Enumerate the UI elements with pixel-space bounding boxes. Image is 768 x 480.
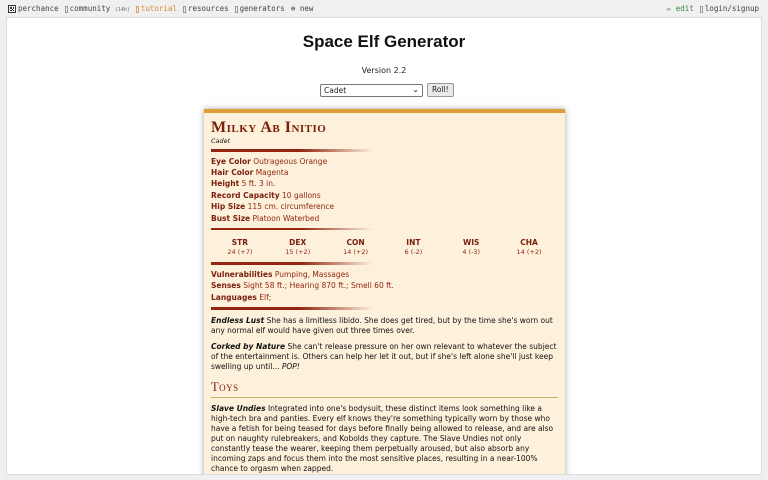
ability-str: STR 24 (+7) <box>227 238 253 257</box>
divider <box>211 149 373 152</box>
version-label: Version 2.2 <box>361 66 407 75</box>
toys-heading: Toys <box>211 380 558 398</box>
controls <box>320 83 454 97</box>
ability-int: INT 6 (-2) <box>404 238 423 257</box>
rank-select-value: Cadet <box>324 85 347 95</box>
property-row: Bust Size Platoon Waterbed <box>211 213 320 223</box>
new-label: new <box>299 4 314 13</box>
ability-dex: DEX 15 (+2) <box>285 238 311 257</box>
top-nav-bar <box>0 0 768 17</box>
divider <box>211 262 373 265</box>
feature-item: Corked by Nature She can't release pressure on her own relevant to whatever the subject of the entertainment is. Others can help her let it out, but if she's left alone she'll just keep swelling up until... POP! <box>211 341 557 371</box>
character-rank: Cadet <box>211 137 231 145</box>
ability-con: CON 14 (+2) <box>343 238 369 257</box>
generators-label: generators <box>239 4 285 13</box>
tutorial-link[interactable] <box>136 4 177 13</box>
tutorial-label: tutorial <box>140 4 177 13</box>
edit-link[interactable] <box>667 4 694 13</box>
login-icon <box>700 6 703 13</box>
resources-label: resources <box>187 4 229 13</box>
home-link[interactable] <box>8 4 59 13</box>
property-row: Hair Color Magenta <box>211 167 289 177</box>
traits-list <box>211 269 558 303</box>
stat-block <box>204 109 565 475</box>
ability-scores <box>211 234 558 258</box>
trait-row: Languages Elf; <box>211 292 272 302</box>
community-icon <box>65 6 68 13</box>
trait-row: Senses Sight 58 ft.; Hearing 870 ft.; Smell 60 ft. <box>211 281 394 291</box>
login-label: login/signup <box>704 4 759 13</box>
edit-icon: ✏ <box>666 4 672 13</box>
tutorial-icon <box>136 6 139 13</box>
property-row: Record Capacity 10 gallons <box>211 190 321 200</box>
property-row: Eye Color Outrageous Orange <box>211 156 328 166</box>
properties-list <box>211 156 558 224</box>
resources-icon <box>183 6 186 13</box>
page-title: Space Elf Generator <box>302 32 466 51</box>
edit-label: edit <box>675 4 694 13</box>
plus-circle-icon: ⊕ <box>290 4 296 13</box>
trait-row: Vulnerabilities Pumping, Massages <box>211 269 350 279</box>
login-link[interactable] <box>700 4 759 13</box>
divider <box>211 228 373 231</box>
community-badge: (14h) <box>114 7 130 13</box>
roll-button[interactable]: Roll! <box>427 83 454 97</box>
community-link[interactable] <box>65 4 130 13</box>
ability-cha: CHA 14 (+2) <box>516 238 542 257</box>
toy-item: Slave Undies Integrated into one's bodysuit, these distinct items look something like a high-tech bra and panties. Every elf knows they're something typically worn by those who have a fetish for being teased for days before finally being allowed to release, and are also put on naughty rulebreakers, and Kobolds they capture. The Slave Undies not only constantly tease the wearer, keeping them perpetually aroused, but also absorb any incoming zaps and focus them into the most sensitive places, resulting in a near-100% chance to orgasm when zapped. <box>211 403 554 473</box>
community-label: community <box>69 4 111 13</box>
feature-item: Endless Lust She has a limitless libido. She does get tired, but by the time she's worn out any normal elf would have given out three times over. <box>211 315 553 335</box>
generators-link[interactable] <box>235 4 285 13</box>
new-link[interactable] <box>291 4 314 13</box>
chevron-down-icon: ⌄ <box>412 84 419 94</box>
resources-link[interactable] <box>183 4 229 13</box>
generators-icon <box>235 6 238 13</box>
divider <box>211 307 373 310</box>
brand-label: perchance <box>18 4 59 13</box>
ability-wis: WIS 4 (-3) <box>462 238 481 257</box>
rank-select[interactable] <box>320 84 423 97</box>
property-row: Height 5 ft. 3 in. <box>211 179 276 189</box>
character-name: Milky Ab Initio <box>211 119 327 136</box>
property-row: Hip Size 115 cm. circumference <box>211 202 335 212</box>
generator-output-frame <box>6 17 762 475</box>
dice-icon <box>8 5 16 13</box>
